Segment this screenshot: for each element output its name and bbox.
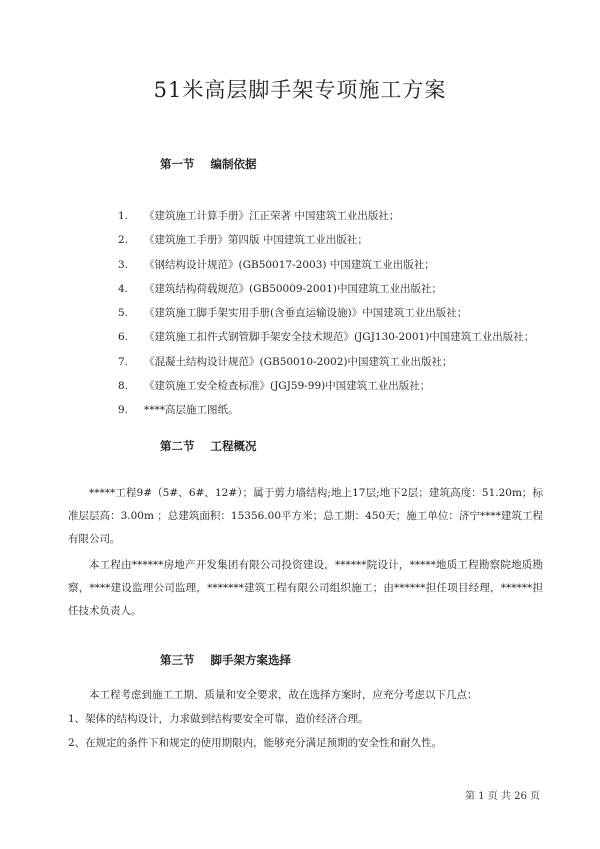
list-item-number: 2. [118, 234, 129, 247]
list-item-number: 1. [118, 210, 129, 222]
list-item-number: 3. [118, 258, 129, 271]
list-item-number: 7. [118, 355, 129, 368]
section1-heading [160, 156, 257, 172]
overview-paragraph: *****工程9#（5#、6#、12#）；属于剪力墙结构;地上17层;地下2层；建筑高度：51.20m；标准层层高：3.00m ；总建筑面积：15356.00平方米；总工期：450天；施工单位：济宁****建筑工程有限公司。 [68, 487, 543, 545]
list-item-text: 《建筑施工安全检查标准》(JGJ59-99)中国建筑工业出版社； [144, 380, 431, 393]
list-item [118, 398, 578, 422]
list-item-text: 《混凝土结构设计规范》(GB50010-2002)中国建筑工业出版社； [144, 355, 453, 368]
section2-number: 第二节 [160, 439, 195, 453]
list-item [118, 204, 578, 228]
scheme-point: 2、在规定的条件下和规定的使用期限内，能够充分满足预期的安全性和耐久性。 [68, 737, 443, 749]
list-item-text: 《建筑施工计算手册》江正荣著 中国建筑工业出版社； [144, 210, 400, 222]
section3-number: 第三节 [160, 653, 195, 667]
list-item-number: 6. [118, 331, 129, 344]
list-item [118, 350, 578, 374]
section1-title: 编制依据 [210, 157, 257, 171]
scheme-point: 1、架体的结构设计，力求做到结构要安全可靠，造价经济合理。 [68, 713, 369, 725]
list-item-number: 8. [118, 380, 129, 393]
section3-title: 脚手架方案选择 [210, 653, 291, 667]
page-number [465, 787, 540, 802]
section2-title: 工程概况 [210, 439, 257, 453]
list-item-number: 4. [118, 282, 129, 295]
list-item [118, 228, 578, 252]
list-item-text: ****高层施工图纸。 [144, 404, 239, 417]
section1-number: 第一节 [160, 157, 195, 171]
overview-paragraph: 本工程由******房地产开发集团有限公司投资建设，******院设计，*****地质工程勘察院地质勘察，****建设监理公司监理，*******建筑工程有限公司组织施工；由******担任项目经理，******担任技术负责人。 [68, 559, 543, 617]
list-item-number: 9. [118, 404, 129, 417]
scheme-selection [68, 683, 543, 755]
section3-heading [160, 652, 291, 668]
list-item-text: 《建筑施工手册》第四版 中国建筑工业出版社； [144, 234, 368, 247]
list-item-text: 《钢结构设计规范》(GB50017-2003) 中国建筑工业出版社； [144, 258, 435, 271]
list-item [118, 301, 578, 325]
list-item-number: 5. [118, 307, 129, 320]
project-overview [68, 482, 543, 623]
reference-list [118, 204, 578, 423]
list-item [118, 253, 578, 277]
list-item-text: 《建筑结构荷载规范》(GB50009-2001)中国建筑工业出版社； [144, 282, 442, 295]
list-item [118, 325, 578, 349]
document-title: 51米高层脚手架专项施工方案 [153, 78, 447, 102]
scheme-intro: 本工程考虑到施工工期、质量和安全要求，故在选择方案时，应充分考虑以下几点： [89, 689, 478, 701]
list-item-text: 《建筑施工扣件式钢管脚手架安全技术规范》(JGJ130-2001)中国建筑工业出版社； [144, 331, 535, 344]
section2-heading [160, 438, 257, 454]
page-number-label: 第 1 页 共 26 页 [465, 791, 540, 802]
list-item [118, 374, 578, 398]
list-item [118, 277, 578, 301]
list-item-text: 《建筑施工脚手架实用手册(含垂直运输设施)》中国建筑工业出版社； [144, 307, 468, 320]
